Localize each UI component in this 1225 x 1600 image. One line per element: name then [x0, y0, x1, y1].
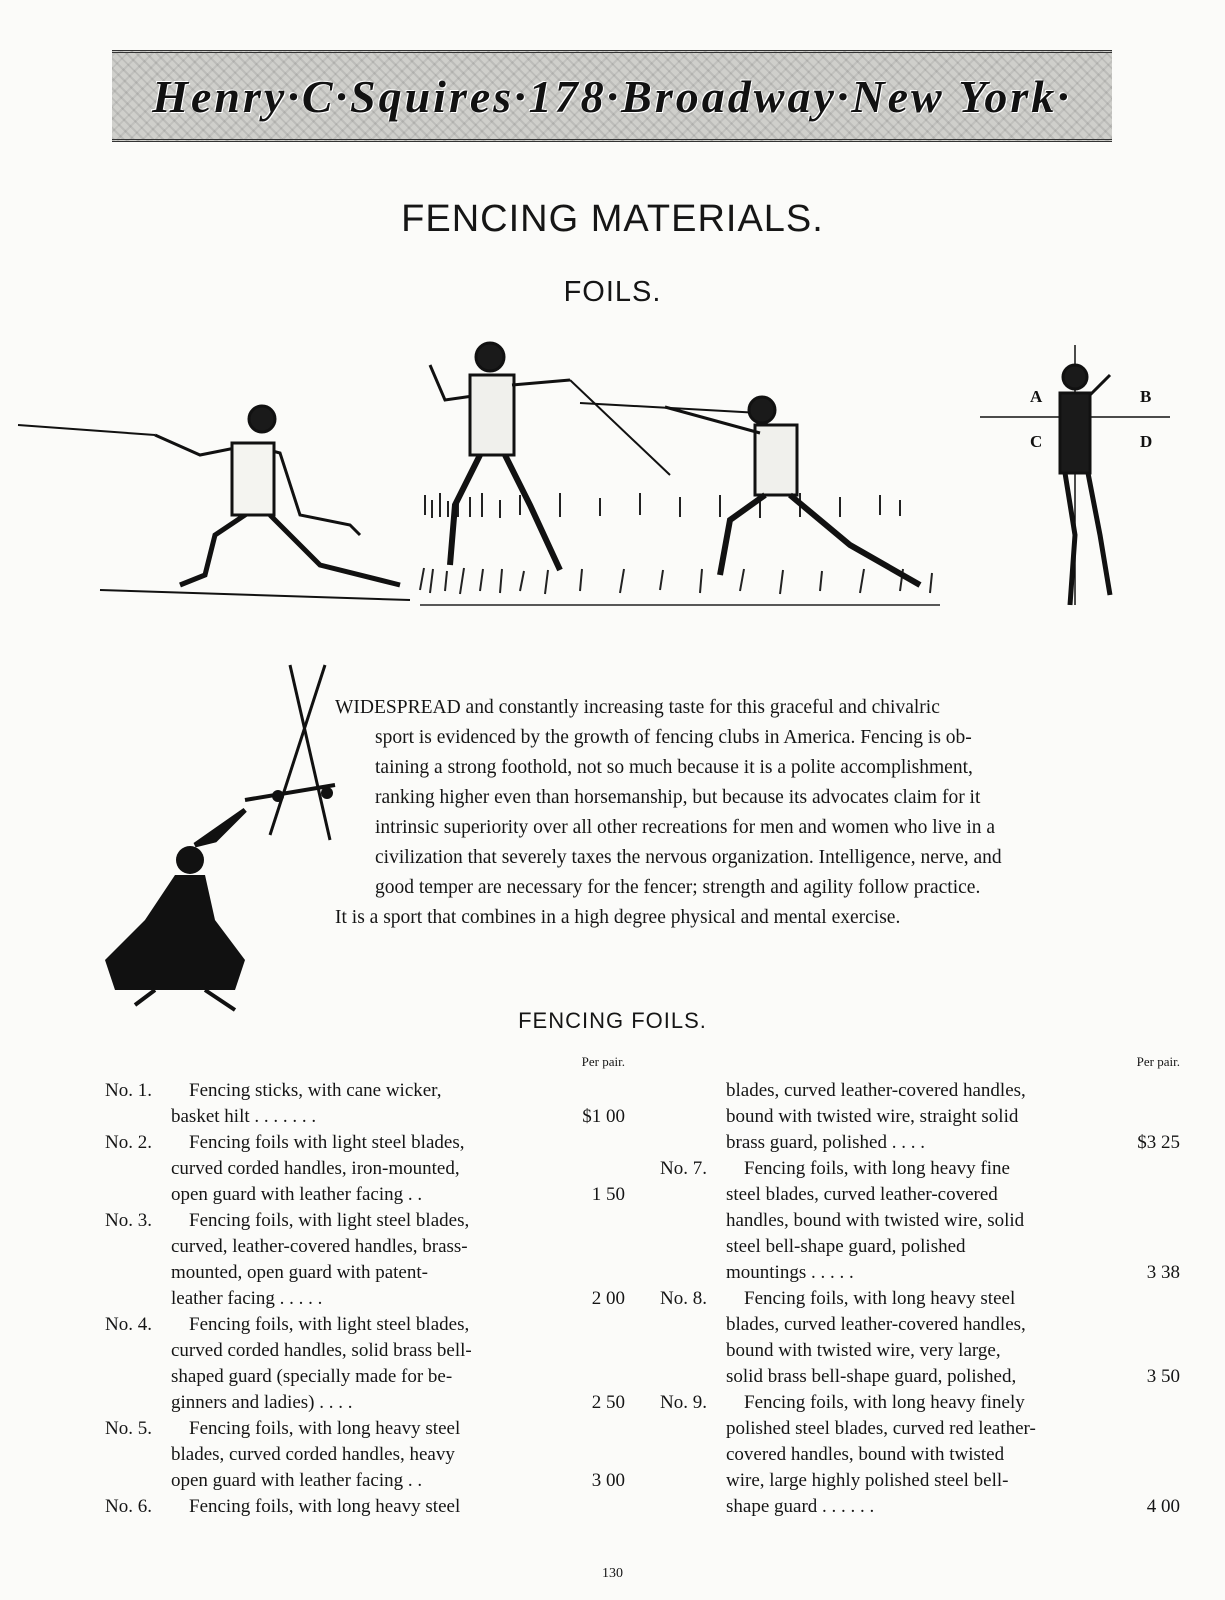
- section-title: FENCING FOILS.: [518, 1008, 707, 1033]
- intro-line: good temper are necessary for the fencer; strength and agility follow practice.: [375, 877, 981, 898]
- lunging-fencer-illustration: [18, 406, 410, 600]
- item-number: No. 3.: [105, 1210, 152, 1231]
- price-list-row: [105, 1156, 625, 1182]
- item-description: leather facing . . . . .: [171, 1288, 323, 1309]
- price-list-row: [105, 1390, 625, 1416]
- item-description: curved, leather-covered handles, brass-: [171, 1236, 468, 1257]
- diagram-label-b: B: [1140, 387, 1152, 406]
- price-list-row: [105, 1078, 625, 1104]
- price-list-row: [105, 1130, 625, 1156]
- item-description: mountings . . . . .: [726, 1262, 854, 1283]
- page-subtitle: FOILS.: [563, 276, 662, 308]
- item-description: bound with twisted wire, straight solid: [726, 1106, 1019, 1127]
- item-description: shape guard . . . . . .: [726, 1496, 875, 1517]
- target-diagram-illustration: [980, 345, 1170, 605]
- item-description: steel bell-shape guard, polished: [726, 1236, 966, 1257]
- price-list-row: [105, 1494, 625, 1520]
- intro-line: civilization that severely taxes the nervous organization. Intelligence, nerve, and: [375, 847, 1002, 868]
- diagram-label-d: D: [1140, 432, 1153, 451]
- price-list-row: [660, 1364, 1180, 1390]
- header-banner: [112, 50, 1112, 142]
- item-price: 2 50: [591, 1392, 625, 1413]
- fencers-pair-illustration: [430, 343, 920, 585]
- price-list-row: [660, 1234, 1180, 1260]
- item-description: blades, curved corded handles, heavy: [171, 1444, 455, 1465]
- item-description: ginners and ladies) . . . .: [171, 1392, 353, 1413]
- price-list-row: [105, 1312, 625, 1338]
- price-list-right: [660, 1054, 1180, 1520]
- item-description: open guard with leather facing . .: [171, 1470, 423, 1491]
- item-description: basket hilt . . . . . . .: [171, 1106, 317, 1127]
- item-description: handles, bound with twisted wire, solid: [726, 1210, 1025, 1231]
- price-list-row: [660, 1468, 1180, 1494]
- item-description: Fencing foils, with light steel blades,: [189, 1210, 470, 1231]
- intro-line: It is a sport that combines in a high degree physical and mental exercise.: [335, 907, 901, 928]
- price-list-row: [660, 1130, 1180, 1156]
- page-number: 130: [602, 1566, 623, 1581]
- item-description: bound with twisted wire, very large,: [726, 1340, 1001, 1361]
- item-description: Fencing foils, with long heavy finely: [744, 1392, 1025, 1413]
- item-number: No. 9.: [660, 1392, 707, 1413]
- price-list-row: [105, 1442, 625, 1468]
- diagram-label-a: A: [1030, 387, 1043, 406]
- price-list-row: [105, 1364, 625, 1390]
- price-list-row: [660, 1312, 1180, 1338]
- price-list-row: [660, 1260, 1180, 1286]
- item-description: Fencing foils with light steel blades,: [189, 1132, 465, 1153]
- price-list-row: [105, 1182, 625, 1208]
- item-price: $1 00: [582, 1106, 625, 1127]
- item-number: No. 1.: [105, 1080, 152, 1101]
- intro-paragraph: [335, 693, 1173, 933]
- fencing-illustrations: [0, 335, 1225, 635]
- price-list-row: [105, 1234, 625, 1260]
- item-description: curved corded handles, iron-mounted,: [171, 1158, 460, 1179]
- item-number: No. 7.: [660, 1158, 707, 1179]
- item-number: No. 6.: [105, 1496, 152, 1517]
- item-number: No. 4.: [105, 1314, 152, 1335]
- item-description: Fencing foils, with light steel blades,: [189, 1314, 470, 1335]
- price-list-row: [660, 1442, 1180, 1468]
- item-price: 3 00: [591, 1470, 625, 1491]
- lady-fencer-illustration: [95, 660, 375, 1020]
- item-description: solid brass bell-shape guard, polished,: [726, 1366, 1017, 1387]
- item-price: 1 50: [591, 1184, 625, 1205]
- item-description: Fencing foils, with long heavy steel: [189, 1496, 461, 1517]
- item-description: Fencing foils, with long heavy fine: [744, 1158, 1010, 1179]
- price-list-row: [105, 1260, 625, 1286]
- item-description: shaped guard (specially made for be-: [171, 1366, 453, 1387]
- diagram-label-c: C: [1030, 432, 1043, 451]
- item-description: curved corded handles, solid brass bell-: [171, 1340, 472, 1361]
- item-price: 3 38: [1146, 1262, 1180, 1283]
- item-description: wire, large highly polished steel bell-: [726, 1470, 1009, 1491]
- item-description: steel blades, curved leather-covered: [726, 1184, 998, 1205]
- price-list-row: [660, 1286, 1180, 1312]
- price-list-row: [660, 1390, 1180, 1416]
- price-list-row: [660, 1208, 1180, 1234]
- item-description: polished steel blades, curved red leather-: [726, 1418, 1036, 1439]
- item-number: No. 2.: [105, 1132, 152, 1153]
- item-description: Fencing foils, with long heavy steel: [744, 1288, 1016, 1309]
- price-list-row: [105, 1416, 625, 1442]
- item-price: $3 25: [1137, 1132, 1180, 1153]
- price-list-row: [660, 1494, 1180, 1520]
- price-list-row: [660, 1156, 1180, 1182]
- item-description: covered handles, bound with twisted: [726, 1444, 1005, 1465]
- page-title: FENCING MATERIALS.: [401, 198, 824, 240]
- price-list-row: [660, 1338, 1180, 1364]
- item-description: mounted, open guard with patent-: [171, 1262, 428, 1283]
- item-number: No. 5.: [105, 1418, 152, 1439]
- item-description: blades, curved leather-covered handles,: [726, 1314, 1026, 1335]
- item-description: blades, curved leather-covered handles,: [726, 1080, 1026, 1101]
- price-list-row: [105, 1208, 625, 1234]
- price-list-row: [660, 1182, 1180, 1208]
- price-list-row: [660, 1104, 1180, 1130]
- price-list-row: [660, 1078, 1180, 1104]
- item-description: open guard with leather facing . .: [171, 1184, 423, 1205]
- price-list-row: [105, 1286, 625, 1312]
- item-price: 2 00: [591, 1288, 625, 1309]
- item-price: 4 00: [1146, 1496, 1180, 1517]
- item-number: No. 8.: [660, 1288, 707, 1309]
- intro-line: WIDESPREAD and constantly increasing taste for this graceful and chivalric: [335, 697, 940, 718]
- price-list-row: [105, 1338, 625, 1364]
- item-description: brass guard, polished . . . .: [726, 1132, 925, 1153]
- intro-line: taining a strong foothold, not so much because it is a polite accomplishment,: [375, 757, 973, 778]
- intro-line: intrinsic superiority over all other recreations for men and women who live in a: [375, 817, 996, 838]
- price-list-left: [105, 1054, 625, 1520]
- price-list-row: [660, 1416, 1180, 1442]
- price-list-row: [105, 1468, 625, 1494]
- item-description: Fencing sticks, with cane wicker,: [189, 1080, 442, 1101]
- per-pair-label: Per pair.: [1136, 1054, 1180, 1069]
- banner-text: Henry·C·Squires·178·Broadway·New York·: [152, 70, 1072, 122]
- price-list-row: [105, 1104, 625, 1130]
- intro-line: sport is evidenced by the growth of fencing clubs in America. Fencing is ob-: [375, 727, 972, 748]
- intro-line: ranking higher even than horsemanship, but because its advocates claim for it: [375, 787, 981, 808]
- item-price: 3 50: [1146, 1366, 1180, 1387]
- item-description: Fencing foils, with long heavy steel: [189, 1418, 461, 1439]
- per-pair-label: Per pair.: [581, 1054, 625, 1069]
